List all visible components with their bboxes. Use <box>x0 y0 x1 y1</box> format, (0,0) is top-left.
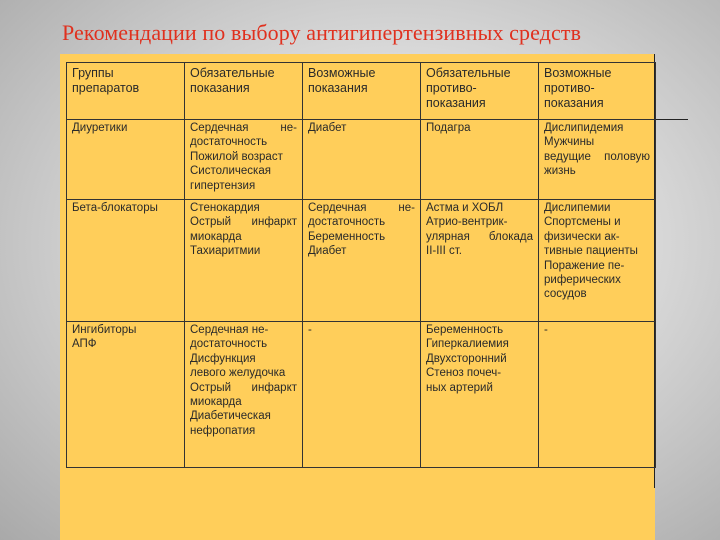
slide-title: Рекомендации по выбору антигипертензивных средств <box>62 20 582 45</box>
cell-line: Тахиаритмии <box>190 245 261 258</box>
cell-line: Поражение пе- <box>544 259 625 272</box>
cell-line: Обязательные <box>190 66 275 80</box>
cell-line: Стеноз почеч- <box>426 367 502 380</box>
cell-line: миокарда <box>190 396 242 409</box>
cell-line: нефропатия <box>190 424 256 437</box>
header-cell-possible-contraindications <box>539 63 656 120</box>
header-cell-group <box>67 63 185 120</box>
cell-line: противо- <box>544 81 595 95</box>
cell-mandatory-indications <box>185 200 303 322</box>
cell-line: риферических <box>544 274 621 287</box>
cell-line: показания <box>190 81 250 95</box>
cell-line: Систолическая <box>190 165 271 178</box>
cell-line: тивные пациенты <box>544 245 638 258</box>
cell-possible-indications <box>303 120 421 200</box>
cell-line: Гиперкалиемия <box>426 338 509 351</box>
cell-line: АПФ <box>72 338 97 351</box>
cell-line: - <box>544 324 548 336</box>
cell-line: Обязательные <box>426 66 511 80</box>
cell-mandatory-indications <box>185 120 303 200</box>
cell-line: показания <box>426 96 486 110</box>
cell-line: Острый инфаркт <box>190 216 297 229</box>
cell-line: жизнь <box>544 165 576 178</box>
cell-line: ных артерий <box>426 381 493 394</box>
cell-line: показания <box>308 81 368 95</box>
cell-line: достаточность <box>308 216 386 229</box>
cell-line: левого желудочка <box>190 367 286 380</box>
cell-mandatory-contraindications <box>421 322 539 468</box>
cell-line: II-III ст. <box>426 245 462 258</box>
cell-possible-contraindications <box>539 120 656 200</box>
cell-possible-contraindications <box>539 200 656 322</box>
cell-group <box>67 322 185 468</box>
drug-selection-table <box>66 62 656 468</box>
cell-line: показания <box>544 96 604 110</box>
cell-line: сосудов <box>544 288 587 301</box>
header-cell-possible-indications <box>303 63 421 120</box>
cell-possible-indications <box>303 322 421 468</box>
cell-line: Группы <box>72 66 114 80</box>
cell-line: Дисфункция <box>190 352 256 365</box>
cell-line: Стенокардия <box>190 202 260 214</box>
cell-line: Бета-блокаторы <box>72 202 158 214</box>
cell-line: достаточность <box>190 338 268 351</box>
cell-line: Астма и ХОБЛ <box>426 202 504 214</box>
cell-line: Двухсторонний <box>426 352 507 365</box>
cell-line: миокарда <box>190 230 242 243</box>
cell-group <box>67 120 185 200</box>
table-row <box>67 120 656 200</box>
cell-line: Ингибиторы <box>72 324 137 336</box>
cell-line: Мужчины <box>544 136 595 149</box>
header-cell-mandatory-indications <box>185 63 303 120</box>
cell-possible-contraindications <box>539 322 656 468</box>
cell-line: Сердечная не- <box>190 122 297 134</box>
cell-line: Дислипидемия <box>544 122 624 134</box>
cell-line: Дислипемии <box>544 202 611 214</box>
cell-mandatory-contraindications <box>421 120 539 200</box>
cell-possible-indications <box>303 200 421 322</box>
header-cell-mandatory-contraindications <box>421 63 539 120</box>
cell-line: препаратов <box>72 81 140 95</box>
cell-mandatory-contraindications <box>421 200 539 322</box>
cell-line: физически ак- <box>544 230 620 243</box>
cell-line: Возможные <box>308 66 376 80</box>
cell-line: Беременность <box>308 230 386 243</box>
cell-line: - <box>308 324 312 336</box>
cell-group <box>67 200 185 322</box>
cell-line: Диуретики <box>72 122 128 134</box>
cell-line: Атрио-вентрик- <box>426 216 508 229</box>
cell-line: Беременность <box>426 324 504 336</box>
cell-line: Диабетическая <box>190 410 271 423</box>
cell-line: Сердечная не- <box>308 202 415 214</box>
cell-line: Диабет <box>308 122 347 134</box>
cell-line: Сердечная не- <box>190 324 269 336</box>
cell-mandatory-indications <box>185 322 303 468</box>
header-divider-extension <box>655 119 688 120</box>
cell-line: Подагра <box>426 122 471 134</box>
cell-line: Острый инфаркт <box>190 381 297 394</box>
table-row <box>67 200 656 322</box>
cell-line: Пожилой возраст <box>190 150 283 163</box>
cell-line: улярная блокада <box>426 230 533 243</box>
cell-line: ведущие половую <box>544 150 650 163</box>
cell-line: противо- <box>426 81 477 95</box>
cell-line: достаточность <box>190 136 268 149</box>
cell-line: Диабет <box>308 245 347 258</box>
cell-line: гипертензия <box>190 179 256 192</box>
table-header-row <box>67 63 656 120</box>
cell-line: Спортсмены и <box>544 216 621 229</box>
table-row <box>67 322 656 468</box>
cell-line: Возможные <box>544 66 612 80</box>
